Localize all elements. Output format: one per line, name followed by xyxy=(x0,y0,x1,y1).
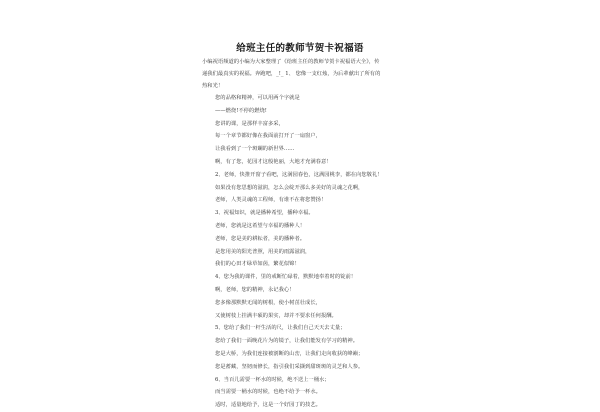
body-line: ——燃烧!不停的燃烧! xyxy=(215,107,267,114)
body-line: 而当需要一桶水的时候，也绝不给予一杯水。 xyxy=(215,389,321,396)
body-line: 您的品格和精神，可以用两个字就是 xyxy=(215,95,300,101)
body-line: 我们的心田才绿草如茵，繁花似锦！ xyxy=(215,261,300,268)
document-title: 给班主任的教师节贺卡祝福语 xyxy=(236,43,364,54)
body-line: 又使树枝上挂满丰硕的果实，却并不要求任何报酬。 xyxy=(215,312,337,319)
intro-line: 小编祝语频道的小编为大家整理了《给班主任的教师节贺卡祝福语大全》，传 xyxy=(202,59,380,65)
body-line: 3、祝福知识，就是播种希望，播种幸福。 xyxy=(215,210,314,217)
body-line: 老师，人类灵魂的工程师，有谁不在将您赞扬！ xyxy=(215,197,327,204)
body-line: 啊，有了您，花园才这般艳丽，大地才充满春意！ xyxy=(215,158,332,165)
body-line: 您是大桥，为我们连接被割断的山峦，让我们走向收获的峰巅； xyxy=(215,350,364,357)
intro-paragraph xyxy=(202,56,402,92)
body-line: 您多像那默默无闻的树根，使小树茁壮成长， xyxy=(215,299,321,306)
body-line: 4、您为我的课件，里的戒断忙碌着，默默地奉着时的锭前！ xyxy=(215,274,357,281)
body-line: 您给了我们一面晚花片为的镜子，让我们能发有学习的精神。 xyxy=(215,338,359,345)
body-line: 如果没有您思想的滋润，怎么会绽开那么多美好的灵魂之花啊， xyxy=(215,184,364,191)
body-line: 老师，您是美的耕耘者，美的播种者。 xyxy=(215,235,306,242)
blessing-text-body xyxy=(215,92,405,412)
body-line: 6、当百儿需要一杯水的时候，绝不送上一桶水； xyxy=(215,376,330,383)
body-line: 5、您给了我们一杆生活的尺，让我们自己天天去丈量； xyxy=(215,325,346,332)
body-line: 啊，老师，您的精神，永记我心！ xyxy=(215,286,295,293)
body-line: 让我看到了一个斑斓的新世界…… xyxy=(215,146,295,153)
body-line: 适时，适量地给予，这是一个好园丁的技艺。 xyxy=(215,402,321,409)
body-line: 您讲的课，是那样丰富多采， xyxy=(215,120,284,127)
intro-line: 递我们最真实的祝福。奔跑吧，_!_ 1、 您像一支红烛，为后辈献出了所有的 xyxy=(202,71,381,77)
body-line: 2、老师，快推开窗子看吧，这满园春色，这满园桃李，都在向您敬礼！ xyxy=(215,171,383,178)
intro-line: 热和光！ xyxy=(202,83,224,89)
body-line: 老师，您就是这希望与幸福的播种人！ xyxy=(215,222,306,229)
body-line: 是您用美的阳光普照，用美的雨露滋润， xyxy=(215,248,311,255)
body-line: 每一个章节都好像在我面前打开了一扇窗户， xyxy=(215,133,321,140)
body-line: 您是蓄藏，坚韧而修长，指引我们采撷到甜斑斑的灵芝和人参。 xyxy=(215,363,364,370)
